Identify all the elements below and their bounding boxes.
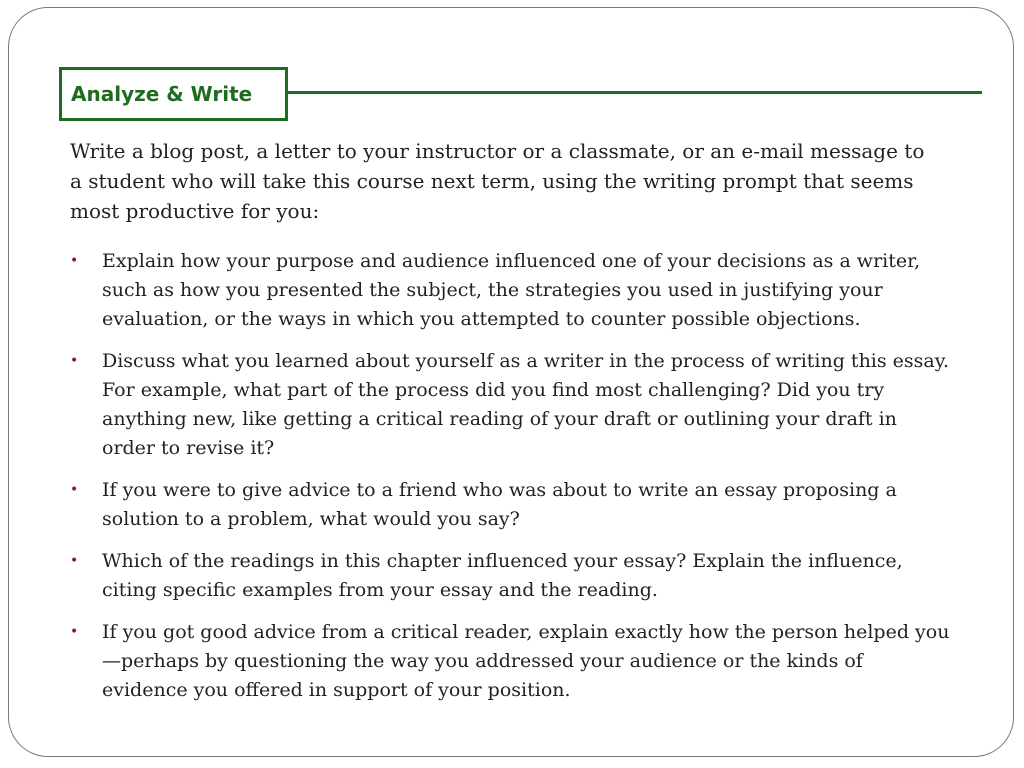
list-item bbox=[70, 247, 950, 334]
title-box bbox=[59, 67, 288, 121]
bullet-icon: • bbox=[70, 482, 79, 498]
list-item-text: Explain how your purpose and audience influenced one of your decisions as a writer, such as how you presented the subject, the strategies you used in justifying your evaluation, or the ways in which you attempted to counter possible objections. bbox=[102, 250, 921, 330]
list-item bbox=[70, 476, 950, 534]
bullet-icon: • bbox=[70, 353, 79, 369]
list-item bbox=[70, 618, 950, 705]
intro-paragraph: Write a blog post, a letter to your instructor or a classmate, or an e-mail message to a student who will take this course next term, using the writing prompt that seems most productive for you: bbox=[70, 139, 925, 223]
title-rule bbox=[288, 91, 982, 94]
bullet-icon: • bbox=[70, 624, 79, 640]
slide-title: Analyze & Write bbox=[71, 82, 253, 106]
list-item bbox=[70, 547, 950, 605]
bullet-icon: • bbox=[70, 553, 79, 569]
list-item-text: If you got good advice from a critical reader, explain exactly how the person helped you—perhaps by questioning the way you addressed your audience or the kinds of evidence you offered in support of your position. bbox=[102, 621, 950, 701]
bullet-icon: • bbox=[70, 253, 79, 269]
list-item-text: Which of the readings in this chapter influenced your essay? Explain the influence, citing specific examples from your essay and the reading. bbox=[102, 550, 903, 601]
prompt-list bbox=[70, 247, 950, 718]
list-item-text: Discuss what you learned about yourself as a writer in the process of writing this essay. For example, what part of the process did you find most challenging? Did you try anything new, like getting a critical reading of your draft or outlining your draft in order to revise it? bbox=[102, 350, 949, 459]
list-item-text: If you were to give advice to a friend who was about to write an essay proposing a solution to a problem, what would you say? bbox=[102, 479, 897, 530]
list-item bbox=[70, 347, 950, 463]
